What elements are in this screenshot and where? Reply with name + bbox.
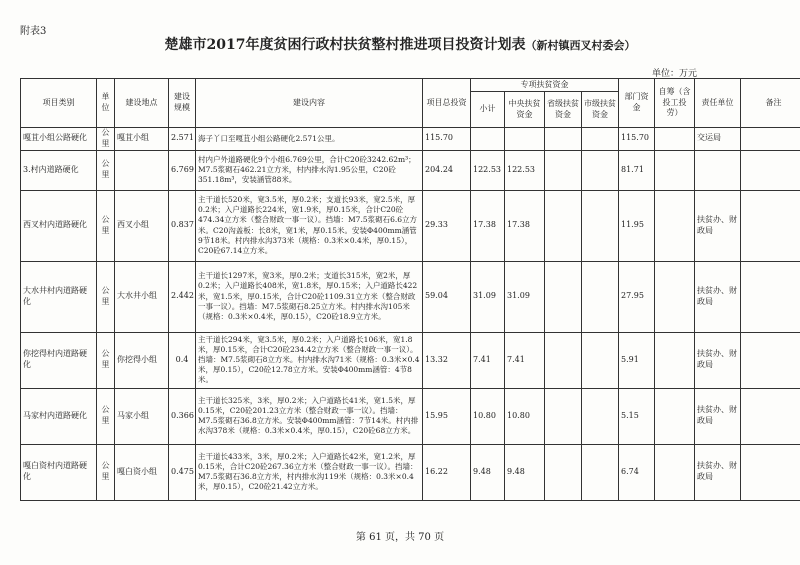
cell-dept: 115.70: [619, 128, 655, 151]
table-row: [21, 190, 800, 261]
table-row: [21, 128, 800, 151]
cell-remarks: [741, 388, 800, 444]
cell-dept: 81.71: [619, 150, 655, 190]
cell-subtotal: 10.80: [471, 388, 505, 444]
cell-location: 你挖得小组: [115, 332, 169, 388]
cell-provincial: [545, 261, 582, 332]
cell-category: 你挖得村内道路硬化: [21, 332, 97, 388]
title-main: 楚雄市2017年度贫困行政村扶贫整村推进项目投资计划表: [164, 37, 526, 53]
cell-city: [582, 190, 619, 261]
cell-content: 主干道长294米，宽3.5米，厚0.2米；入户道路长106米，宽1.8米，厚0.15米，合计C20砼234.42立方米（整合财政一事一议）。挡墙：M7.5浆砌石8立方米。村内排水沟71米（规格：0.3米×0.4米，厚0.15），C20砼12.78立方米。安装Φ400mm涵管：4节8米。: [196, 332, 423, 388]
cell-provincial: [545, 332, 582, 388]
cell-city: [582, 261, 619, 332]
cell-total: 15.95: [423, 388, 471, 444]
cell-unit: 公里: [97, 261, 115, 332]
cell-unit: 公里: [97, 190, 115, 261]
header-scale: 建设规模: [169, 79, 196, 128]
cell-location: 马家小组: [115, 388, 169, 444]
cell-unit: 公里: [97, 332, 115, 388]
cell-dept: 5.15: [619, 388, 655, 444]
cell-responsible: 扶贫办、财政局: [695, 261, 741, 332]
cell-provincial: [545, 128, 582, 151]
cell-responsible: 扶贫办、财政局: [695, 332, 741, 388]
cell-central: 7.41: [505, 332, 545, 388]
header-central: 中央扶贫资金: [505, 92, 545, 128]
header-content: 建设内容: [196, 79, 423, 128]
cell-remarks: [741, 444, 800, 500]
cell-subtotal: 31.09: [471, 261, 505, 332]
cell-subtotal: 9.48: [471, 444, 505, 500]
cell-responsible: 交运局: [695, 128, 741, 151]
cell-location: [115, 150, 169, 190]
header-remarks: 备注: [741, 79, 800, 128]
cell-scale: 0.4: [169, 332, 196, 388]
cell-responsible: [695, 150, 741, 190]
cell-scale: 0.366: [169, 388, 196, 444]
cell-self-raised: [655, 128, 695, 151]
header-subtotal: 小计: [471, 92, 505, 128]
cell-total: 29.33: [423, 190, 471, 261]
cell-unit: 公里: [97, 128, 115, 151]
title-subtitle: （新村镇西叉村委会）: [525, 39, 636, 52]
cell-central: 10.80: [505, 388, 545, 444]
cell-scale: 2.442: [169, 261, 196, 332]
cell-central: 31.09: [505, 261, 545, 332]
cell-unit: 公里: [97, 388, 115, 444]
unit-label: 单位：万元: [652, 69, 698, 79]
header-provincial: 省级扶贫资金: [545, 92, 582, 128]
cell-subtotal: 122.53: [471, 150, 505, 190]
cell-content: 主干道长1297米，宽3米，厚0.2米；支道长315米，宽2米，厚0.2米；入户道路长408米，宽1.8米，厚0.15米；入户道路长422米，宽1.5米，厚0.15米，合计C20砼1109.31立方米（整合财政一事一议）。挡墙：M7.5浆砌石8.25立方米。村内排水沟105米（规格：0.3米×0.4米，厚0.15），C20砼18.9立方米。: [196, 261, 423, 332]
cell-category: 马家村内道路硬化: [21, 388, 97, 444]
cell-dept: 5.91: [619, 332, 655, 388]
cell-category: 嘎白资村内道路硬化: [21, 444, 97, 500]
cell-city: [582, 128, 619, 151]
cell-unit: 公里: [97, 444, 115, 500]
cell-category: 嘎苴小组公路硬化: [21, 128, 97, 151]
cell-total: 16.22: [423, 444, 471, 500]
header-special-fund: 专项扶贫资金: [471, 79, 619, 92]
cell-location: 西叉小组: [115, 190, 169, 261]
cell-subtotal: 17.38: [471, 190, 505, 261]
cell-location: 嘎白资小组: [115, 444, 169, 500]
page-number: 第 61 页，共 70 页: [355, 532, 445, 543]
cell-remarks: [741, 150, 800, 190]
cell-location: 大水井小组: [115, 261, 169, 332]
cell-self-raised: [655, 388, 695, 444]
cell-total: 13.32: [423, 332, 471, 388]
header-unit: 单位: [97, 79, 115, 128]
cell-remarks: [741, 190, 800, 261]
table-row: [21, 332, 800, 388]
header-location: 建设地点: [115, 79, 169, 128]
header-dept: 部门资金: [619, 79, 655, 128]
cell-responsible: 扶贫办、财政局: [695, 190, 741, 261]
header-total: 项目总投资: [423, 79, 471, 128]
cell-central: 17.38: [505, 190, 545, 261]
cell-remarks: [741, 332, 800, 388]
cell-self-raised: [655, 150, 695, 190]
cell-content: 主干道长433米，3米，厚0.2米；入户道路长42米，宽1.2米，厚0.15米，合计C20砼267.36立方米（整合财政一事一议）。挡墙：M7.5浆砌石36.8立方米，村内排水沟119米（规格：0.3米×0.4米，厚0.15），C20砼21.42立方米。: [196, 444, 423, 500]
cell-city: [582, 444, 619, 500]
cell-provincial: [545, 190, 582, 261]
cell-total: 115.70: [423, 128, 471, 151]
cell-scale: 0.837: [169, 190, 196, 261]
cell-provincial: [545, 388, 582, 444]
cell-category: 大水井村内道路硬化: [21, 261, 97, 332]
cell-self-raised: [655, 190, 695, 261]
cell-content: 海子丫口至嘎苴小组公路硬化2.571公里。: [196, 128, 423, 151]
cell-provincial: [545, 150, 582, 190]
cell-total: 59.04: [423, 261, 471, 332]
cell-dept: 11.95: [619, 190, 655, 261]
cell-self-raised: [655, 332, 695, 388]
cell-content: 村内户外道路硬化9个小组6.769公里，合计C20砼3242.62m³；M7.5浆砌石462.21立方米，村内排水沟1.95公里，C20砼351.18m³，安装涵管88米。: [196, 150, 423, 190]
table-row: [21, 150, 800, 190]
cell-location: 嘎苴小组: [115, 128, 169, 151]
header-self-raised: 自筹（含投工投劳）: [655, 79, 695, 128]
cell-self-raised: [655, 444, 695, 500]
investment-plan-table: [20, 78, 800, 501]
cell-subtotal: 7.41: [471, 332, 505, 388]
table-row: [21, 444, 800, 500]
cell-city: [582, 150, 619, 190]
cell-remarks: [741, 128, 800, 151]
cell-total: 204.24: [423, 150, 471, 190]
cell-dept: 6.74: [619, 444, 655, 500]
cell-category: 西叉村内道路硬化: [21, 190, 97, 261]
header-category: 项目类别: [21, 79, 97, 128]
cell-unit: 公里: [97, 150, 115, 190]
cell-central: 9.48: [505, 444, 545, 500]
document-title: [0, 34, 800, 54]
header-responsible: 责任单位: [695, 79, 741, 128]
appendix-label: 附表3: [20, 26, 47, 37]
cell-subtotal: [471, 128, 505, 151]
cell-scale: 0.475: [169, 444, 196, 500]
cell-scale: 2.571: [169, 128, 196, 151]
cell-dept: 27.95: [619, 261, 655, 332]
cell-category: 3.村内道路硬化: [21, 150, 97, 190]
cell-content: 主干道长325米，3米，厚0.2米；入户道路长41米，宽1.5米，厚0.15米，C20砼201.23立方米（整合财政一事一议）。挡墙：M7.5浆砌石36.8立方米。安装Φ400mm涵管：7节14米。村内排水沟378米（规格：0.3米×0.4米，厚0.15），C20砼68立方米。: [196, 388, 423, 444]
cell-responsible: 扶贫办、财政局: [695, 444, 741, 500]
cell-city: [582, 332, 619, 388]
cell-central: 122.53: [505, 150, 545, 190]
cell-city: [582, 388, 619, 444]
cell-provincial: [545, 444, 582, 500]
table-row: [21, 388, 800, 444]
cell-central: [505, 128, 545, 151]
cell-self-raised: [655, 261, 695, 332]
cell-responsible: 扶贫办、财政局: [695, 388, 741, 444]
header-city: 市级扶贫资金: [582, 92, 619, 128]
table-row: [21, 261, 800, 332]
cell-scale: 6.769: [169, 150, 196, 190]
cell-content: 主干道长520米，宽3.5米，厚0.2米；支道长93米，宽2.5米，厚0.2米；入户道路长224米，宽1.9米，厚0.15米，合计C20砼474.34立方米（整合财政一事一议）。挡墙：M7.5浆砌石6.6立方米。C20沟盖板：长8米，宽1米，厚0.15米。安装Φ400mm涵管9节18米。村内排水沟373米（规格：0.3米×0.4米，厚0.15），C20砼67.14立方米。: [196, 190, 423, 261]
cell-remarks: [741, 261, 800, 332]
